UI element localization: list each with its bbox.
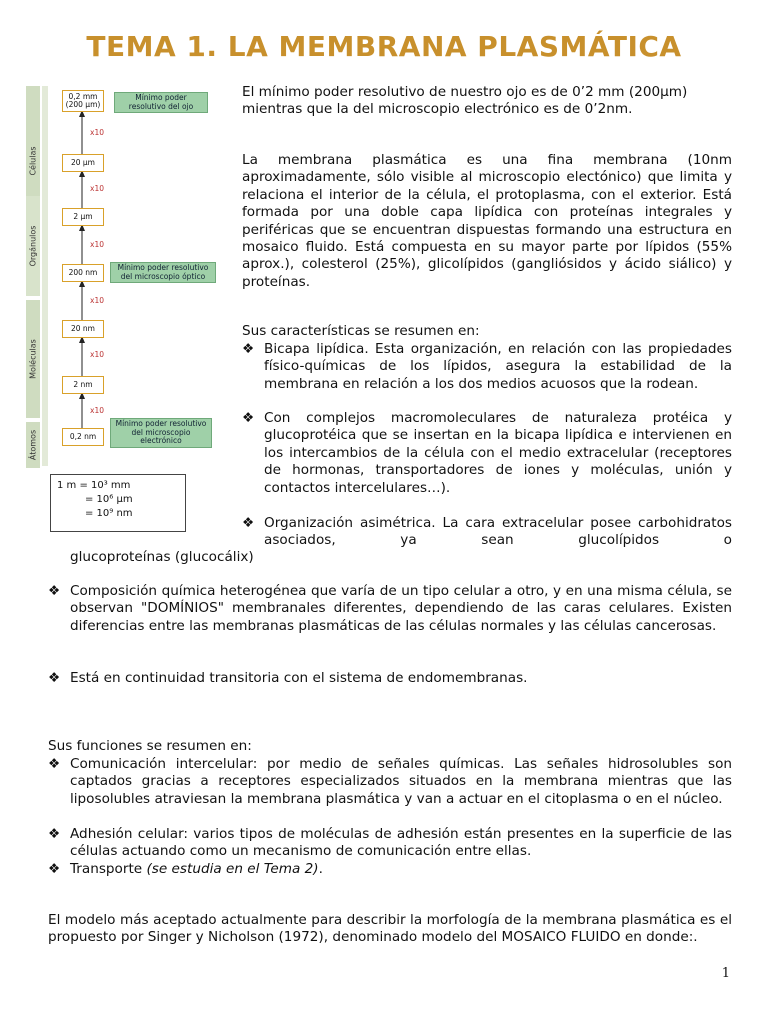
function-text: Adhesión celular: varios tipos de moléculas de adhesión están presentes en la superficie de las células actuando como un mecanismo de comunicación entre ellas. — [70, 826, 732, 860]
page-number: 1 — [721, 966, 730, 981]
scale-box-5: 2 nm — [62, 376, 104, 394]
list-item — [242, 341, 732, 393]
factor-label: x10 — [90, 350, 104, 359]
eye-resolution-label: Mínimo poder resolutivo del ojo — [114, 92, 208, 113]
band-atoms: Átomos — [26, 422, 40, 468]
list-item — [48, 670, 732, 687]
list-item — [48, 756, 732, 808]
scale-box-3: 200 nm — [62, 264, 104, 282]
optical-resolution-label: Mínimo poder resolutivo del microscopio óptico — [110, 262, 216, 283]
bullet-icon: ❖ — [242, 515, 255, 531]
list-item — [48, 826, 732, 861]
bullet-icon: ❖ — [48, 756, 61, 772]
bullet-icon: ❖ — [242, 341, 255, 357]
closing-paragraph: El modelo más aceptado actualmente para describir la morfología de la membrana plasmática es el propuesto por Singer y Nicholson (1972), denominado modelo del MOSAICO FLUIDO en donde:. — [48, 912, 732, 946]
feature-text: Organización asimétrica. La cara extracelular posee carbohidratos asociados, ya sean glucolípidos o — [264, 515, 732, 549]
factor-label: x10 — [90, 296, 104, 305]
band-stripe — [42, 86, 48, 466]
bullet-icon: ❖ — [48, 861, 61, 877]
feature-text: Está en continuidad transitoria con el sistema de endomembranas. — [70, 670, 528, 686]
band-molecules: Moléculas — [26, 300, 40, 418]
unit-line: = 10⁶ µm — [85, 494, 133, 505]
scale-box-6: 0,2 nm — [62, 428, 104, 446]
page-title: TEMA 1. LA MEMBRANA PLASMÁTICA — [86, 30, 682, 63]
scale-box-0: 0,2 mm (200 µm) — [62, 90, 104, 112]
function-text: Transporte (se estudia en el Tema 2). — [70, 861, 323, 877]
bullet-icon: ❖ — [48, 583, 61, 599]
electron-resolution-label: Mínimo poder resolutivo del microscopio electrónico — [110, 418, 212, 448]
bullet-icon: ❖ — [48, 826, 61, 842]
functions-heading: Sus funciones se resumen en: — [48, 738, 252, 754]
band-organelles: Orgánulos — [26, 196, 40, 296]
bullet-icon: ❖ — [242, 410, 255, 426]
factor-label: x10 — [90, 184, 104, 193]
scale-figure — [26, 86, 222, 536]
intro-paragraph: El mínimo poder resolutivo de nuestro ojo es de 0’2 mm (200µm) mientras que la del microscopio electrónico es de 0’2nm. — [242, 84, 688, 118]
feature-text: Bicapa lipídica. Esta organización, en relación con las propiedades físico-químicas de los lípidos, asegura la estabilidad de la membrana en relación a los dos medios acuosos que la rodean. — [264, 341, 732, 392]
band-cells: Células — [26, 86, 40, 236]
factor-label: x10 — [90, 406, 104, 415]
unit-conversion-box — [50, 474, 186, 532]
factor-label: x10 — [90, 240, 104, 249]
unit-line: = 10⁹ nm — [85, 508, 133, 519]
factor-label: x10 — [90, 128, 104, 137]
feature-text: Composición química heterogénea que varía de un tipo celular a otro, y en una misma célula, se observan "DOMÍNIOS" membranales diferentes, dependiendo de las caras celulares. Existen diferencias entre las membranas plasmáticas de las células normales y las células cancerosas. — [70, 583, 732, 634]
list-item — [242, 515, 732, 550]
list-item — [48, 861, 732, 878]
scale-box-2: 2 µm — [62, 208, 104, 226]
list-item — [48, 583, 732, 635]
membrane-paragraph: La membrana plasmática es una fina membrana (10nm aproximadamente, sólo visible al microscopio electónico) que limita y relaciona el interior de la célula, el protoplasma, con el exterior. Está formada por una doble capa lipídica con proteínas integrales y periféricas que se encuentran dispuestas formando una estructura en mosaico fluido. Está compuesta en su mayor parte por lípidos (55% aprox.), colesterol (25%), glicolípidos (gangliósidos y ácido siálico) y proteínas. — [242, 152, 732, 290]
function-text: Comunicación intercelular: por medio de señales químicas. Las señales hidrosolubles son captados gracias a receptores especializados situados en la membrana mientras que las liposolubles atraviesan la membrana plasmática y van a actuar en el citoplasma o en el núcleo. — [70, 756, 732, 807]
feature-text-continued: glucoproteínas (glucocálix) — [70, 549, 254, 565]
features-heading: Sus características se resumen en: — [242, 323, 480, 339]
scale-box-4: 20 nm — [62, 320, 104, 338]
scale-box-1: 20 µm — [62, 154, 104, 172]
bullet-icon: ❖ — [48, 670, 61, 686]
feature-text: Con complejos macromoleculares de naturaleza protéica y glucoprotéica que se insertan en la bicapa lipídica e intervienen en los intercambios de la célula con el medio extracelular (receptores de hormonas, transportadores de iones y moléculas, unión y contactos intercelulares…). — [264, 410, 732, 496]
list-item — [242, 410, 732, 497]
unit-line: 1 m = 10³ mm — [57, 480, 131, 491]
